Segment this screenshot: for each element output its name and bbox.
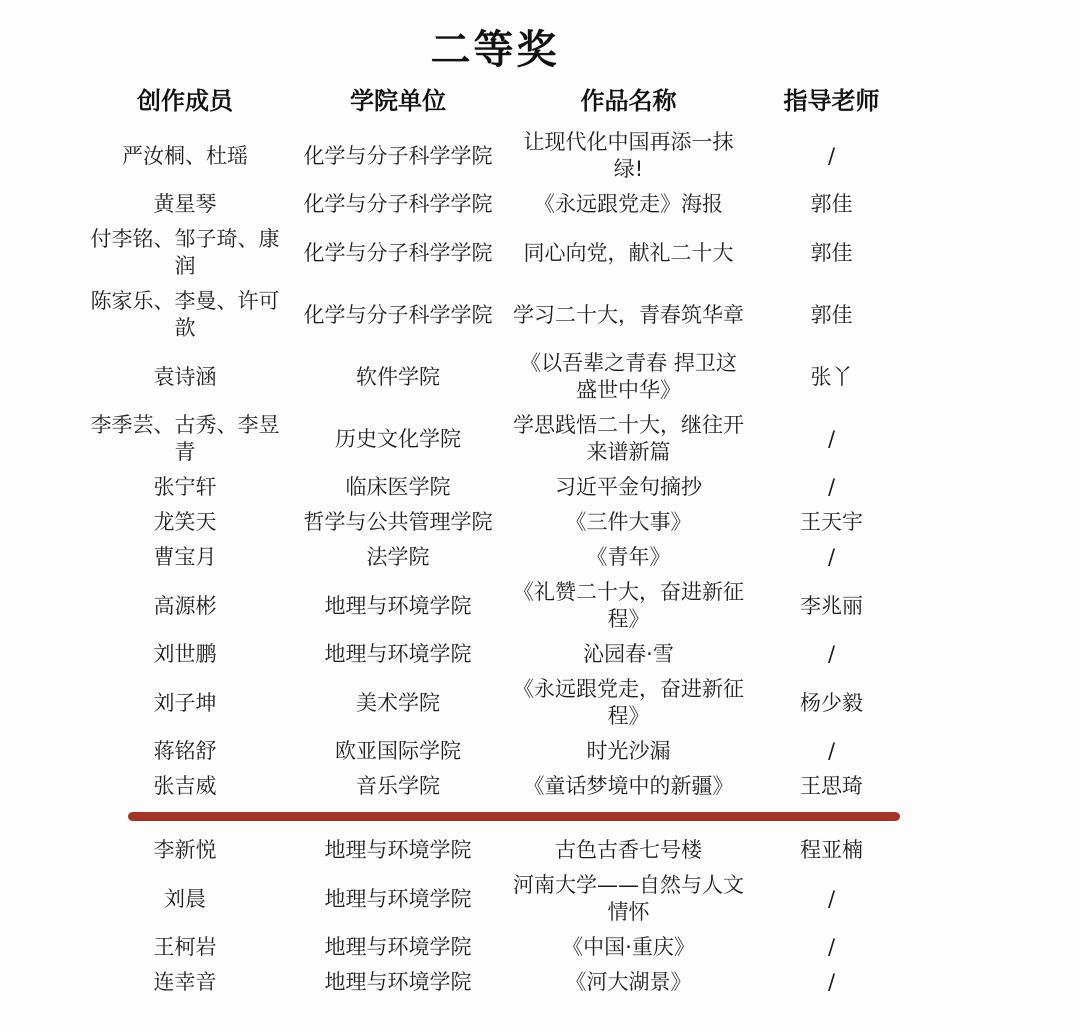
members-cell: 黄星琴 bbox=[153, 192, 217, 216]
teacher-cell: / bbox=[827, 475, 836, 499]
table-row bbox=[85, 734, 915, 769]
work-cell: 沁园春·雪 bbox=[583, 642, 674, 666]
members-cell: 龙笑天 bbox=[153, 510, 217, 534]
table-row bbox=[85, 470, 915, 505]
college-cell: 欧亚国际学院 bbox=[335, 739, 461, 763]
members-cell: 严汝桐、杜瑶 bbox=[122, 143, 248, 168]
college-cell: 临床医学院 bbox=[345, 475, 451, 499]
header-college: 学院单位 bbox=[350, 87, 446, 115]
rows-above-divider bbox=[85, 125, 915, 804]
table-row bbox=[85, 672, 915, 734]
table-row bbox=[85, 930, 915, 965]
college-cell: 化学与分子科学学院 bbox=[303, 240, 493, 265]
work-cell: 古色古香七号楼 bbox=[555, 838, 702, 862]
table-row bbox=[85, 187, 915, 222]
college-cell: 哲学与公共管理学院 bbox=[303, 510, 493, 534]
work-cell: 《河大湖景》 bbox=[565, 970, 692, 994]
teacher-cell: 郭佳 bbox=[810, 302, 853, 327]
teacher-cell: / bbox=[827, 642, 836, 666]
work-cell: 同心向党，献礼二十大 bbox=[523, 240, 734, 265]
college-cell: 历史文化学院 bbox=[335, 426, 461, 451]
work-cell: 《永远跟党走，奋进新征程》 bbox=[513, 677, 744, 728]
teacher-cell: 张丫 bbox=[810, 364, 853, 389]
members-cell: 刘晨 bbox=[164, 886, 206, 911]
college-cell: 化学与分子科学学院 bbox=[303, 143, 493, 168]
college-cell: 地理与环境学院 bbox=[324, 642, 472, 666]
college-cell: 地理与环境学院 bbox=[324, 593, 472, 618]
members-cell: 付李铭、邹子琦、康润 bbox=[90, 227, 280, 278]
header-work: 作品名称 bbox=[580, 87, 677, 115]
members-cell: 连幸音 bbox=[153, 970, 217, 994]
members-cell: 刘世鹏 bbox=[153, 642, 217, 666]
college-cell: 化学与分子科学学院 bbox=[303, 302, 493, 327]
table-row bbox=[85, 833, 915, 868]
header-teacher: 指导老师 bbox=[783, 87, 880, 115]
table-row bbox=[85, 346, 915, 408]
table-row bbox=[85, 769, 915, 804]
work-cell: 《童话梦境中的新疆》 bbox=[523, 774, 734, 798]
teacher-cell: / bbox=[827, 970, 836, 994]
table-row bbox=[85, 284, 915, 346]
teacher-cell: 郭佳 bbox=[810, 240, 853, 265]
work-cell: 学思践悟二十大，继往开来谱新篇 bbox=[513, 413, 744, 464]
work-cell: 《礼赞二十大，奋进新征程》 bbox=[513, 580, 744, 631]
college-cell: 地理与环境学院 bbox=[324, 886, 472, 911]
college-cell: 美术学院 bbox=[356, 690, 440, 715]
work-cell: 《三件大事》 bbox=[565, 510, 692, 534]
members-cell: 曹宝月 bbox=[153, 545, 217, 569]
work-cell: 让现代化中国再添一抹绿! bbox=[523, 130, 734, 181]
teacher-cell: / bbox=[827, 545, 836, 569]
members-cell: 蒋铭舒 bbox=[153, 739, 217, 763]
table-row bbox=[85, 222, 915, 284]
college-cell: 地理与环境学院 bbox=[324, 838, 472, 862]
table-row bbox=[85, 408, 915, 470]
teacher-cell: 程亚楠 bbox=[800, 838, 863, 862]
members-cell: 李新悦 bbox=[153, 838, 217, 862]
teacher-cell: / bbox=[827, 426, 836, 451]
work-cell: 《中国·重庆》 bbox=[562, 935, 695, 959]
work-cell: 《永远跟党走》海报 bbox=[534, 192, 723, 216]
college-cell: 地理与环境学院 bbox=[324, 935, 472, 959]
members-cell: 陈家乐、李曼、许可歆 bbox=[90, 289, 280, 340]
members-cell: 李季芸、古秀、李昱青 bbox=[90, 413, 280, 464]
college-cell: 地理与环境学院 bbox=[324, 970, 472, 994]
work-cell: 《青年》 bbox=[586, 545, 671, 569]
members-cell: 袁诗涵 bbox=[153, 364, 217, 389]
teacher-cell: 郭佳 bbox=[810, 192, 853, 216]
work-cell: 学习二十大，青春筑华章 bbox=[513, 302, 744, 327]
teacher-cell: / bbox=[827, 935, 836, 959]
table-row bbox=[85, 540, 915, 575]
college-cell: 音乐学院 bbox=[356, 774, 440, 798]
teacher-cell: / bbox=[827, 739, 836, 763]
table-row bbox=[85, 125, 915, 187]
red-divider-line bbox=[128, 812, 900, 821]
work-cell: 《以吾辈之青春 捍卫这盛世中华》 bbox=[520, 351, 737, 402]
work-cell: 习近平金句摘抄 bbox=[555, 475, 702, 499]
members-cell: 张吉威 bbox=[153, 774, 217, 798]
header-members: 创作成员 bbox=[137, 87, 233, 115]
work-cell: 河南大学——自然与人文情怀 bbox=[513, 873, 744, 924]
page-title: 二等奖 bbox=[430, 27, 560, 73]
teacher-cell: / bbox=[827, 143, 836, 168]
members-cell: 刘子坤 bbox=[153, 690, 217, 715]
teacher-cell: / bbox=[827, 886, 836, 911]
members-cell: 高源彬 bbox=[153, 593, 217, 618]
table-row bbox=[85, 637, 915, 672]
teacher-cell: 李兆丽 bbox=[800, 593, 863, 618]
table-row bbox=[85, 965, 915, 1000]
college-cell: 化学与分子科学学院 bbox=[303, 192, 493, 216]
teacher-cell: 王天宇 bbox=[800, 510, 863, 534]
table-row bbox=[85, 575, 915, 637]
college-cell: 法学院 bbox=[366, 545, 430, 569]
teacher-cell: 杨少毅 bbox=[800, 690, 863, 715]
members-cell: 张宁轩 bbox=[153, 475, 217, 499]
work-cell: 时光沙漏 bbox=[586, 739, 671, 763]
members-cell: 王柯岩 bbox=[153, 935, 217, 959]
table-header-row bbox=[85, 85, 915, 125]
college-cell: 软件学院 bbox=[356, 364, 440, 389]
table-row bbox=[85, 868, 915, 930]
teacher-cell: 王思琦 bbox=[800, 774, 863, 798]
table-row bbox=[85, 505, 915, 540]
rows-below-divider bbox=[85, 833, 915, 1000]
